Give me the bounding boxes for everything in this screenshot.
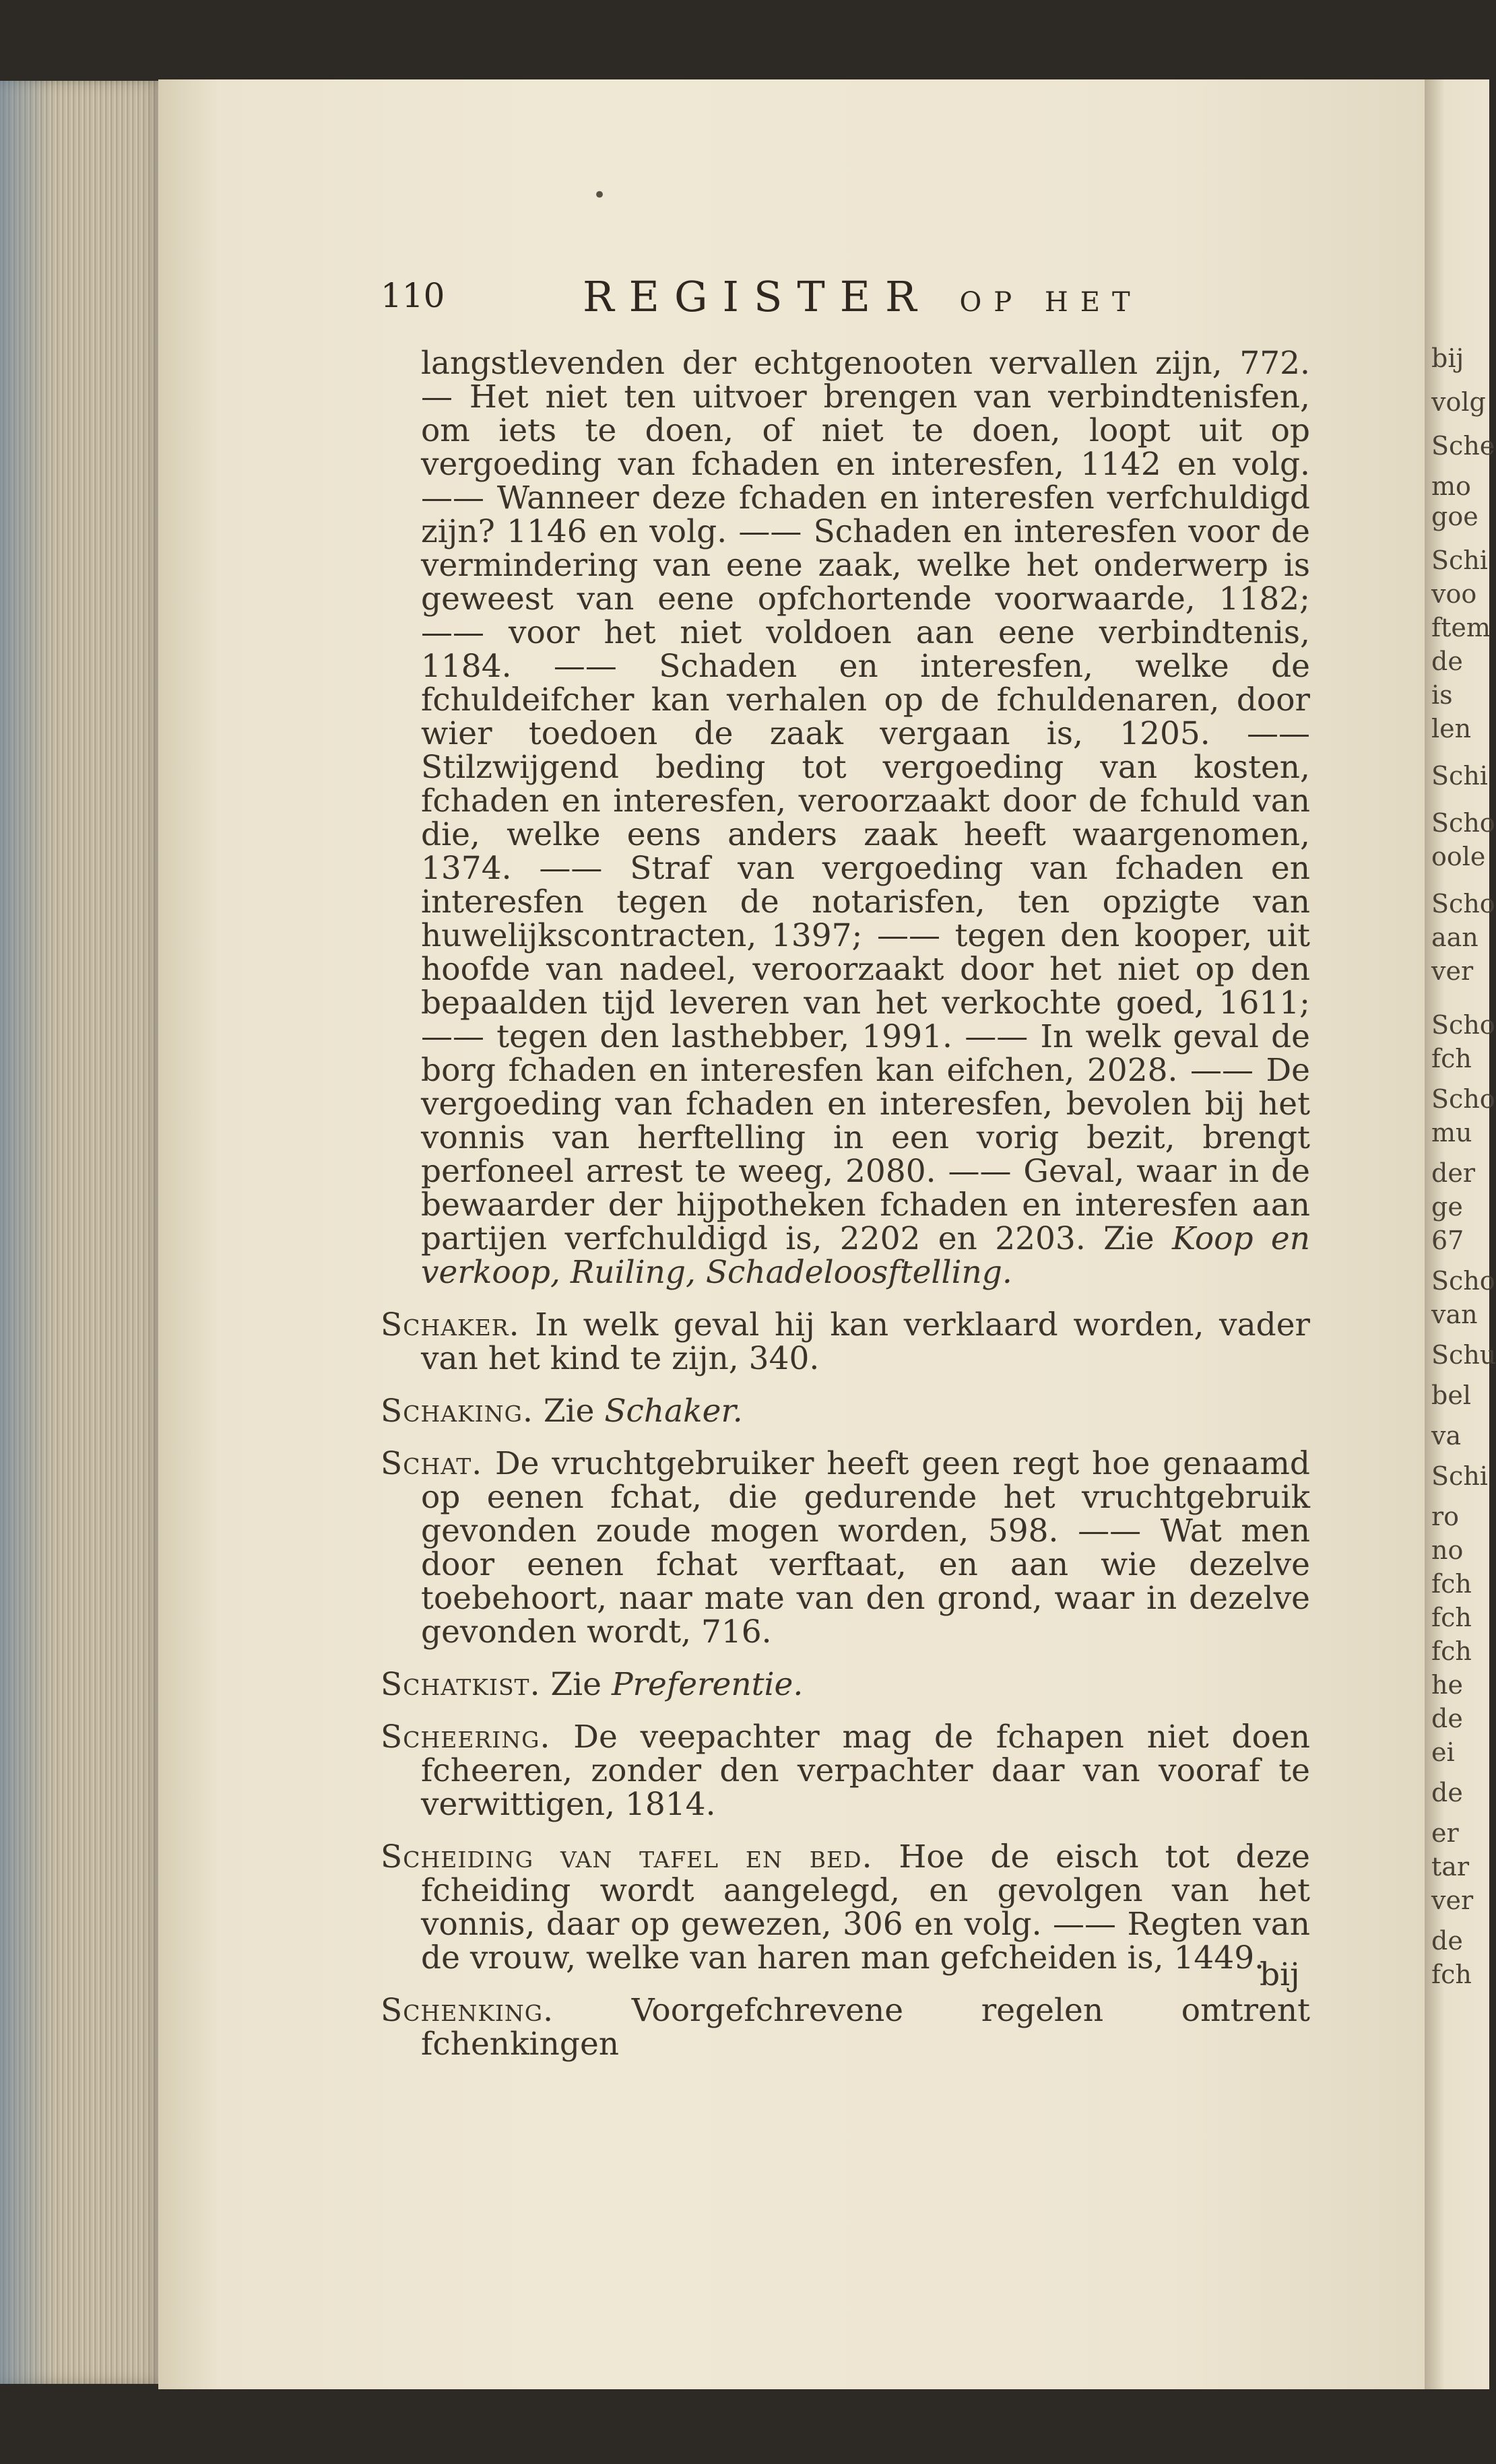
- adjacent-page-text: Schu: [1431, 1340, 1496, 1370]
- register-entry: [381, 1668, 1310, 1702]
- register-entry: [381, 1721, 1310, 1822]
- adjacent-page-fragment: [1425, 79, 1496, 2389]
- register-entry: [381, 347, 1310, 1290]
- entry-headword: Schaking.: [381, 1393, 533, 1430]
- adjacent-page-text: Scho: [1431, 1010, 1495, 1040]
- adjacent-page-text: he: [1431, 1670, 1463, 1700]
- entry-headword: Scheiding van tafel en bed.: [381, 1838, 873, 1875]
- entry-text: Zie: [543, 1393, 595, 1430]
- entry-text: Hoe de eisch tot deze fcheiding wordt aangelegd, en gevolgen van het vonnis, daar op gewezen, 306 en volg. —— Regten van de vrouw, welke van haren man gefcheiden is, 1449.: [421, 1838, 1310, 1976]
- adjacent-page-text: de: [1431, 1926, 1463, 1956]
- adjacent-page-text: de: [1431, 1778, 1463, 1807]
- adjacent-page-text: fch: [1431, 1603, 1472, 1632]
- adjacent-page-text: Scho: [1431, 889, 1495, 919]
- entry-cross-reference: Preferentie.: [611, 1666, 804, 1703]
- adjacent-page-text: fch: [1431, 1960, 1472, 1989]
- adjacent-page-text: ei: [1431, 1737, 1455, 1767]
- book-cover-edge: [0, 81, 54, 2384]
- entry-headword: Schat.: [381, 1445, 483, 1482]
- running-head-small: OP HET: [959, 287, 1142, 318]
- adjacent-page-text: is: [1431, 680, 1453, 710]
- register-entry: [381, 1840, 1310, 1975]
- entry-text: Voorgefchrevene regelen omtrent fchenkingen: [421, 1992, 1310, 2063]
- adjacent-page-text: Schi: [1431, 545, 1488, 575]
- catchword: bij: [1260, 1956, 1300, 1993]
- adjacent-page-text: fch: [1431, 1569, 1472, 1599]
- adjacent-page-text: Schi: [1431, 1461, 1488, 1491]
- adjacent-page-text: len: [1431, 714, 1472, 743]
- adjacent-page-text: de: [1431, 646, 1463, 676]
- adjacent-page-text: bel: [1431, 1380, 1471, 1410]
- entry-headword: Scheering.: [381, 1719, 551, 1756]
- adjacent-page-text: voo: [1431, 579, 1477, 609]
- adjacent-page-text: ro: [1431, 1502, 1460, 1531]
- adjacent-page-text: aan: [1431, 923, 1478, 952]
- adjacent-page-text: va: [1431, 1421, 1462, 1451]
- adjacent-page-text: fch: [1431, 1044, 1472, 1073]
- entry-cross-reference: Koop en verkoop, Ruiling, Schadeloosftelling.: [421, 1220, 1310, 1291]
- adjacent-page-text: mo: [1431, 471, 1471, 501]
- adjacent-page-text: Scho: [1431, 1266, 1495, 1296]
- register-entry: [381, 1994, 1310, 2061]
- entry-headword: Schatkist.: [381, 1666, 541, 1703]
- entry-text: De veepachter mag de fchapen niet doen fcheeren, zonder den verpachter daar van vooraf te verwittigen, 1814.: [421, 1719, 1310, 1823]
- running-head: [583, 272, 1142, 321]
- adjacent-page-text: bij: [1431, 343, 1464, 373]
- adjacent-page-text: tar: [1431, 1852, 1470, 1882]
- register-entry: [381, 1308, 1310, 1376]
- adjacent-page-text: er: [1431, 1818, 1459, 1848]
- register-entry: [381, 1447, 1310, 1649]
- adjacent-page-text: Scho: [1431, 1084, 1495, 1114]
- adjacent-page-text: Schi: [1431, 761, 1488, 791]
- adjacent-page-text: de: [1431, 1704, 1463, 1733]
- adjacent-page-text: der: [1431, 1158, 1475, 1188]
- entry-text: Zie: [550, 1666, 601, 1703]
- entry-text: In welk geval hij kan verklaard worden, vader van het kind te zijn, 340.: [421, 1306, 1310, 1377]
- running-head-main: REGISTER: [583, 272, 932, 321]
- register-entry: [381, 1395, 1310, 1428]
- adjacent-page-text: oole: [1431, 842, 1486, 871]
- printing-mark: •: [593, 182, 607, 209]
- adjacent-page-text: mu: [1431, 1118, 1472, 1147]
- entry-text: langstlevenden der echtgenooten vervallen zijn, 772. — Het niet ten uitvoer brengen van verbindtenisfen, om iets te doen, of niet te doen, loopt uit op vergoeding van fchaden en interesfen, 1142 en volg. —— Wanneer deze fchaden en interesfen verfchuldigd zijn? 1146 en volg. —— Schaden en interesfen voor de vermindering van eene zaak, welke het onderwerp is geweest van eene opfchortende voorwaarde, 1182; —— voor het niet voldoen aan eene verbindtenis, 1184. —— Schaden en interesfen, welke de fchuldeifcher kan verhalen op de fchuldenaren, door wier toedoen de zaak vergaan is, 1205. —— Stilzwijgend beding tot vergoeding van kosten, fchaden en interesfen, veroorzaakt door de fchuld van die, welke eens anders zaak heeft waargenomen, 1374. —— Straf van vergoeding van fchaden en interesfen tegen de notarisfen, ten opzigte van huwelijkscontracten, 1397; —— tegen den kooper, uit hoofde van nadeel, veroorzaakt door het niet op den bepaalden tijd leveren van het verkochte goed, 1611; —— tegen den lasthebber, 1991. —— In welk geval de borg fchaden en interesfen kan eifchen, 2028. —— De vergoeding van fchaden en interesfen, bevolen bij het vonnis van herftelling in een vorig bezit, brengt perfoneel arrest te weeg, 2080. —— Geval, waar in de bewaarder der hijpotheken fchaden en interesfen aan partijen verfchuldigd is, 2202 en 2203. Zie: [421, 345, 1310, 1257]
- entry-text: De vruchtgebruiker heeft geen regt hoe genaamd op eenen fchat, die gedurende het vruchtgebruik gevonden zoude mogen worden, 598. —— Wat men door eenen fchat verftaat, en aan wie dezelve toebehoort, naar mate van den grond, waar in dezelve gevonden wordt, 716.: [421, 1445, 1310, 1651]
- adjacent-page-text: no: [1431, 1535, 1464, 1565]
- adjacent-page-text: fch: [1431, 1636, 1472, 1666]
- adjacent-page-text: ver: [1431, 1886, 1474, 1915]
- adjacent-page-text: goe: [1431, 502, 1478, 531]
- adjacent-page-text: ver: [1431, 956, 1474, 986]
- adjacent-page-text: Sche: [1431, 431, 1495, 461]
- adjacent-page-text: 67: [1431, 1226, 1464, 1255]
- entry-headword: Schaker.: [381, 1306, 520, 1343]
- entry-cross-reference: Schaker.: [604, 1393, 743, 1430]
- page-header: [381, 272, 1324, 323]
- page-number: 110: [381, 276, 445, 315]
- adjacent-page-text: van: [1431, 1300, 1478, 1329]
- entry-headword: Schenking.: [381, 1992, 554, 2029]
- register-text: [381, 347, 1310, 2080]
- adjacent-page-text: ge: [1431, 1192, 1463, 1222]
- adjacent-page-text: ftem: [1431, 613, 1491, 642]
- adjacent-page-text: volg: [1431, 387, 1486, 417]
- adjacent-page-text: Scho: [1431, 808, 1495, 838]
